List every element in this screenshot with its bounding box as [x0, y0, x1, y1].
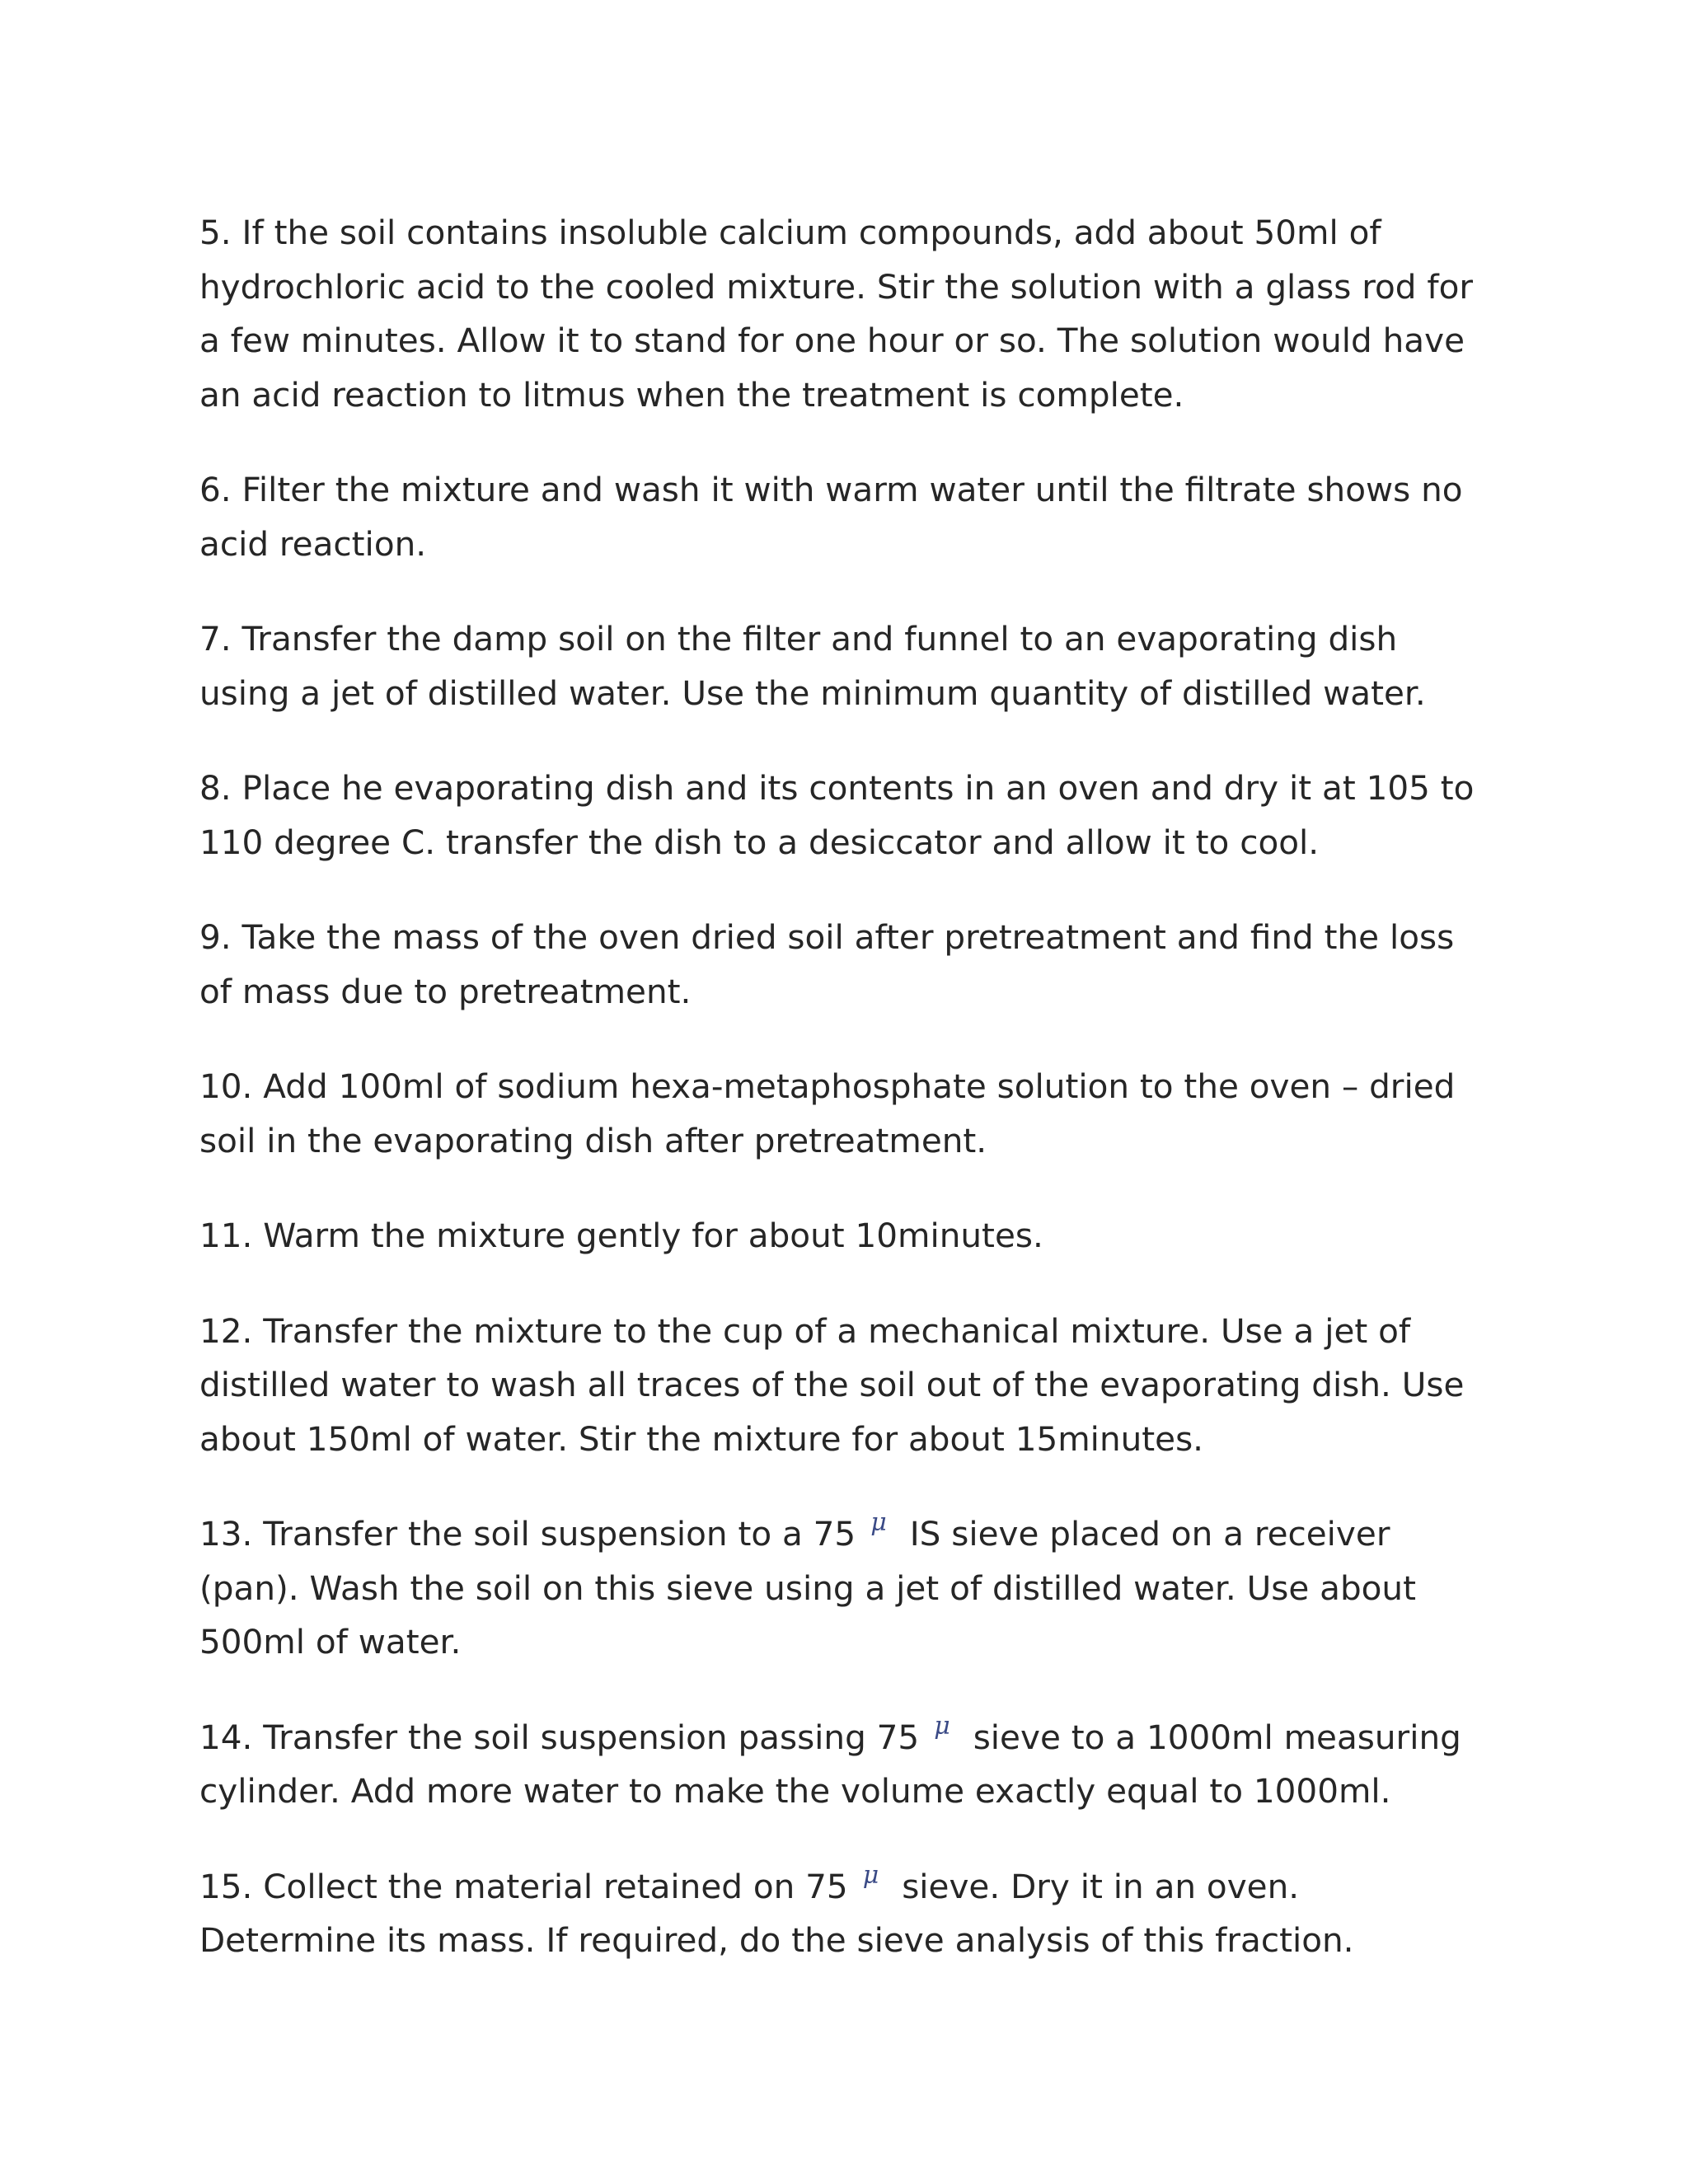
step-8-line-2: 110 degree C. transfer the dish to a desiccator and allow it to cool. — [199, 822, 1320, 862]
step-14-line-2: cylinder. Add more water to make the volume exactly equal to 1000ml. — [199, 1771, 1391, 1811]
step-12-line-1: 12. Transfer the mixture to the cup of a mechanical mixture. Use a jet of — [199, 1310, 1411, 1351]
step-11-line-1: 11. Warm the mixture gently for about 10minutes. — [199, 1216, 1043, 1255]
step-14-line-1 — [199, 1711, 1461, 1757]
step-5-line-3: a few minutes. Allow it to stand for one hour or so. The solution would have — [199, 321, 1465, 360]
micron-symbol-icon: μ — [862, 1860, 879, 1890]
step-5-line-4: an acid reaction to litmus when the treatment is complete. — [199, 374, 1184, 415]
step-12-line-2: distilled water to wash all traces of the soil out of the evaporating dish. Use — [199, 1365, 1465, 1404]
step-15 — [199, 1860, 1502, 1968]
step-8-line-1: 8. Place he evaporating dish and its contents in an oven and dry it at 105 to — [199, 768, 1475, 808]
step-13-line-1 — [199, 1508, 1390, 1554]
step-15-line-2: Determine its mass. If required, do the sieve analysis of this fraction. — [199, 1920, 1354, 1960]
step-6-line-1: 6. Filter the mixture and wash it with warm water until the filtrate shows no — [199, 470, 1463, 509]
procedure-steps — [199, 206, 1502, 2009]
step-8 — [199, 762, 1502, 869]
step-14-line-1-after: sieve to a 1000ml measuring — [973, 1717, 1461, 1757]
step-12 — [199, 1305, 1502, 1467]
step-7-line-1: 7. Transfer the damp soil on the filter and funnel to an evaporating dish — [199, 619, 1398, 658]
step-7 — [199, 612, 1502, 720]
step-6-line-2: acid reaction. — [199, 523, 427, 564]
step-13-line-1-before: 13. Transfer the soil suspension to a 75 — [199, 1514, 856, 1554]
step-12-line-3: about 150ml of water. Stir the mixture for about 15minutes. — [199, 1418, 1204, 1459]
step-10-line-1: 10. Add 100ml of sodium hexa-metaphosphate solution to the oven – dried — [199, 1066, 1456, 1106]
step-5-line-2: hydrochloric acid to the cooled mixture. Stir the solution with a glass rod for — [199, 266, 1474, 307]
step-9-line-2: of mass due to pretreatment. — [199, 971, 692, 1011]
step-11 — [199, 1209, 1502, 1263]
step-5-line-1: 5. If the soil contains insoluble calcium compounds, add about 50ml of — [199, 213, 1381, 252]
step-14 — [199, 1711, 1502, 1819]
step-10 — [199, 1060, 1502, 1168]
step-7-line-2: using a jet of distilled water. Use the minimum quantity of distilled water. — [199, 673, 1426, 713]
step-15-line-1 — [199, 1860, 1300, 1906]
step-9 — [199, 911, 1502, 1019]
step-13 — [199, 1507, 1502, 1670]
step-6 — [199, 463, 1502, 571]
micron-symbol-icon: μ — [934, 1711, 950, 1741]
step-13-line-2: (pan). Wash the soil on this sieve using a jet of distilled water. Use about — [199, 1568, 1416, 1608]
step-14-line-1-before: 14. Transfer the soil suspension passing 75 — [199, 1717, 920, 1757]
step-15-line-1-after: sieve. Dry it in an oven. — [902, 1866, 1300, 1906]
step-13-line-1-after: IS sieve placed on a receiver — [909, 1514, 1390, 1554]
step-5 — [199, 206, 1502, 422]
step-9-line-1: 9. Take the mass of the oven dried soil after pretreatment and find the loss — [199, 917, 1455, 957]
step-13-line-3: 500ml of water. — [199, 1622, 462, 1661]
step-15-line-1-before: 15. Collect the material retained on 75 — [199, 1866, 848, 1906]
micron-symbol-icon: μ — [870, 1508, 887, 1537]
step-10-line-2: soil in the evaporating dish after pretreatment. — [199, 1120, 987, 1160]
